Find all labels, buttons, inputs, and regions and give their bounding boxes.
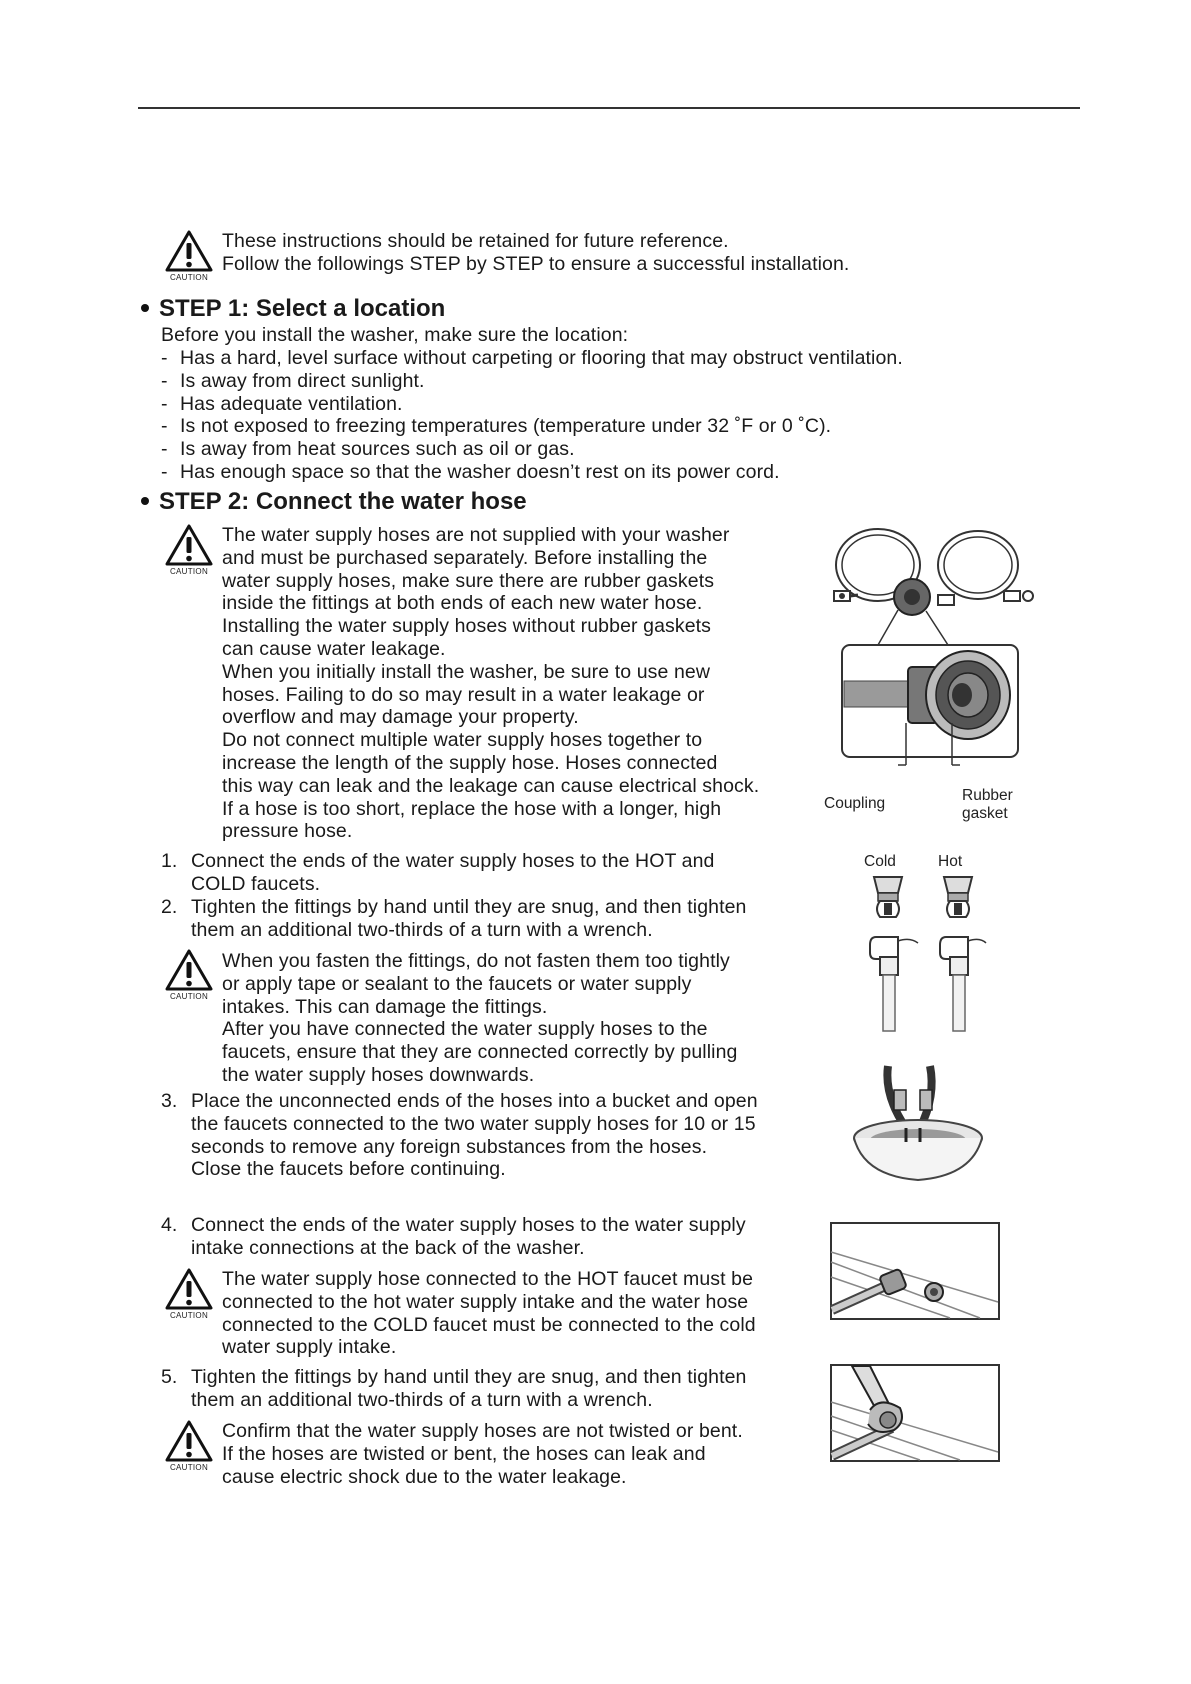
caution-icon bbox=[163, 228, 215, 286]
list-item: - Has a hard, level surface without carpeting or flooring that may obstruct ventilation. bbox=[161, 347, 903, 369]
step1-intro: Before you install the washer, make sure the location: bbox=[161, 324, 629, 346]
caution-label: CAUTION bbox=[169, 273, 209, 282]
bullet-dot bbox=[141, 304, 149, 312]
step-number: 1. bbox=[161, 850, 178, 872]
faucet-figure bbox=[858, 853, 988, 1033]
caution-icon bbox=[163, 947, 215, 1005]
step2-heading: STEP 2: Connect the water hose bbox=[141, 488, 527, 516]
caution-icon bbox=[163, 1266, 215, 1324]
gasket-label: gasket bbox=[962, 805, 1008, 822]
step-item-3: Place the unconnected ends of the hoses into a bucket and open the faucets connected to the two water supply hoses for 10 or 15 seconds to remove any foreign substances from the hoses. Close the faucets before continuing. bbox=[191, 1090, 758, 1181]
caution2-text: When you fasten the fittings, do not fasten them too tightly or apply tape or sealant to the faucets or water supply intakes. This can damage the fittings. After you have connected the water supply hoses to the faucets, ensure that they are connected correctly by pulling the water supply hoses downwards. bbox=[222, 950, 738, 1086]
intake-figure bbox=[830, 1222, 1002, 1322]
caution-label: CAUTION bbox=[169, 992, 209, 1001]
step-item-4: Connect the ends of the water supply hoses to the water supply intake connections at the back of the washer. bbox=[191, 1214, 746, 1259]
header-rule bbox=[138, 107, 1080, 109]
caution-icon bbox=[163, 1418, 215, 1476]
caution4-text: Confirm that the water supply hoses are not twisted or bent. If the hoses are twisted or bent, the hoses can leak and cause electric shock due to the water leakage. bbox=[222, 1420, 743, 1488]
step1-list bbox=[161, 347, 903, 484]
step-item-1: Connect the ends of the water supply hoses to the HOT and COLD faucets. bbox=[191, 850, 715, 895]
caution-label: CAUTION bbox=[169, 1311, 209, 1320]
step2-caution-text: The water supply hoses are not supplied with your washer and must be purchased separately. Before installing the water supply hoses, make sure there are rubber gaskets inside the fittings at both ends of each new water hose. Installing the water supply hoses without rubber gaskets can cause water leakage. When you initially install the washer, be sure to use new hoses. Failing to do so may result in a water leakage or overflow and may damage your property. Do not connect multiple water supply hoses together to increase the length of the supply hose. Hoses connected this way can leak and the leakage can cause electrical shock. If a hose is too short, replace the hose with a longer, high pressure hose. bbox=[222, 524, 760, 843]
hose-coupling-figure bbox=[824, 525, 1048, 835]
hot-label: Hot bbox=[938, 853, 963, 870]
step-item-2: Tighten the fittings by hand until they are snug, and then tighten them an additional two-thirds of a turn with a wrench. bbox=[191, 896, 747, 941]
step-item-5: Tighten the fittings by hand until they are snug, and then tighten them an additional two-thirds of a turn with a wrench. bbox=[191, 1366, 747, 1411]
step-number: 5. bbox=[161, 1366, 178, 1388]
caution-label: CAUTION bbox=[169, 1463, 209, 1472]
wrench-figure bbox=[830, 1364, 1002, 1464]
bucket-figure bbox=[848, 1058, 988, 1188]
list-item: - Is away from heat sources such as oil or gas. bbox=[161, 438, 575, 461]
list-item: - Is not exposed to freezing temperatures (temperature under 32 ˚F or 0 ˚C). bbox=[161, 415, 832, 438]
cold-label: Cold bbox=[864, 853, 896, 870]
coupling-label: Coupling bbox=[824, 795, 886, 812]
step1-heading: STEP 1: Select a location bbox=[141, 295, 445, 323]
caution3-text: The water supply hose connected to the HOT faucet must be connected to the hot water supply intake and the water hose connected to the COLD faucet must be connected to the cold water supply intake. bbox=[222, 1268, 756, 1359]
step-number: 2. bbox=[161, 896, 178, 918]
list-item: - Has enough space so that the washer doesn’t rest on its power cord. bbox=[161, 460, 780, 483]
step-number: 4. bbox=[161, 1214, 178, 1236]
list-item: - Has adequate ventilation. bbox=[161, 392, 403, 415]
list-item: - Is away from direct sunlight. bbox=[161, 369, 425, 392]
step-number: 3. bbox=[161, 1090, 178, 1112]
intro-text: These instructions should be retained for future reference. Follow the followings STEP by STEP to ensure a successful installation. bbox=[222, 230, 850, 275]
caution-label: CAUTION bbox=[169, 567, 209, 576]
caution-icon bbox=[163, 522, 215, 580]
bullet-dot bbox=[141, 497, 149, 505]
rubber-label: Rubber bbox=[962, 787, 1013, 804]
